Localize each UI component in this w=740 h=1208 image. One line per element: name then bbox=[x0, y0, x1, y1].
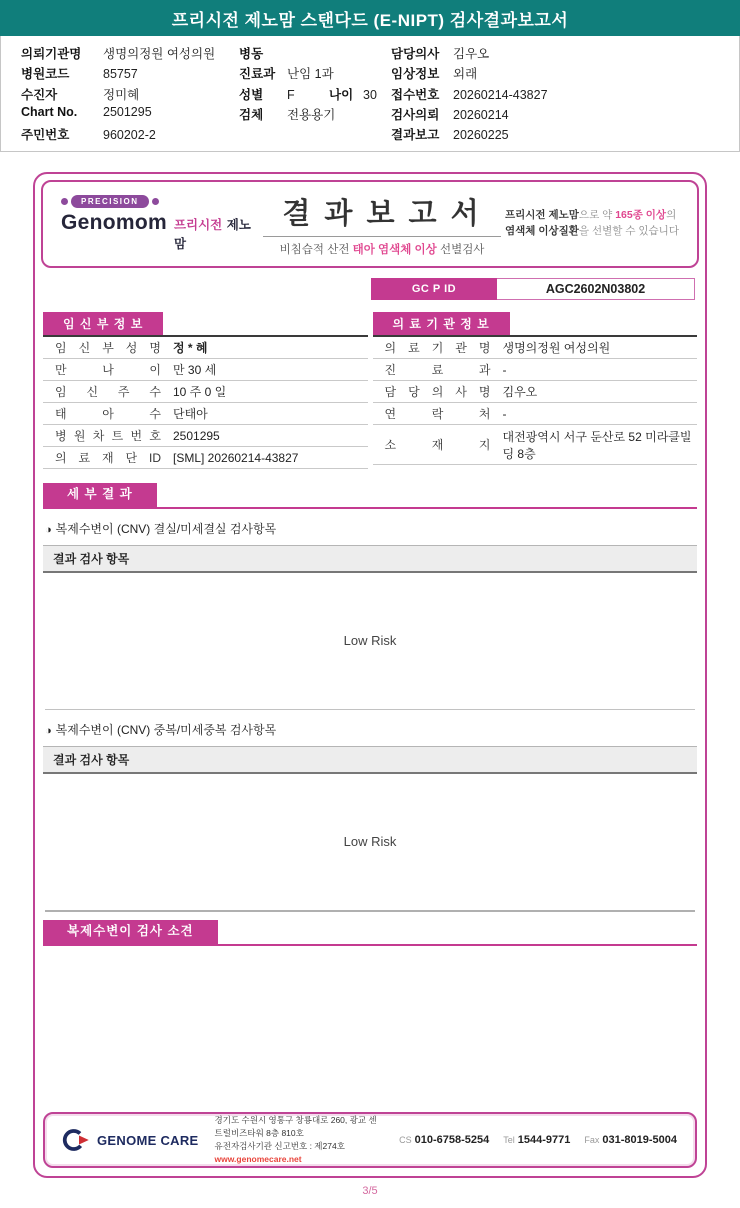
cnv-duplication-heading: ◑ 복제수변이 (CNV) 중복/미세중복 검사항목 bbox=[45, 722, 277, 737]
mother-table-title: 임 신 부 정 보 bbox=[43, 312, 163, 335]
cnv-deletion-heading: ◑ 복제수변이 (CNV) 결실/미세결실 검사항목 bbox=[45, 521, 277, 536]
info-row: 임상정보 외래 bbox=[391, 67, 478, 82]
clinic-info-table bbox=[373, 312, 698, 469]
table-row: 임 신 주 수 10 주 0 일 bbox=[43, 381, 368, 403]
request-info-col3 bbox=[391, 44, 739, 145]
info-row: 병동 bbox=[239, 47, 264, 61]
half-circle-bullet-icon: ◑ bbox=[45, 724, 52, 737]
precision-badge-label: PRECISION bbox=[71, 195, 149, 208]
result-test-items-header: 결과 검사 항목 bbox=[43, 545, 697, 573]
info-row: 병원코드 85757 bbox=[21, 67, 138, 82]
result-test-items-header: 결과 검사 항목 bbox=[43, 746, 697, 774]
section-divider bbox=[45, 709, 695, 710]
page-number: 3/5 bbox=[362, 1185, 378, 1197]
cnv-duplication-result bbox=[35, 774, 705, 910]
risk-status-text: Low Risk bbox=[343, 834, 397, 850]
report-sheet bbox=[33, 172, 707, 1178]
table-row: 만 나 이 만 30 세 bbox=[43, 359, 368, 381]
table-row: 의 료 기 관 명 생명의정원 여성의원 bbox=[373, 337, 698, 359]
info-row: 담당의사 김우오 bbox=[391, 47, 490, 61]
detail-results-title: 세 부 결 과 bbox=[43, 483, 697, 509]
cnv-findings-title: 복제수변이 검사 소견 bbox=[43, 920, 697, 946]
info-row: 검체 전용용기 bbox=[239, 107, 336, 122]
brand-korean-pink: 프리시전 bbox=[173, 218, 223, 232]
brand-name: Genomom bbox=[61, 211, 167, 234]
table-row: 진 료 과 - bbox=[373, 359, 698, 381]
footer-contacts: CS 010-6758-5254 Tel 1544-9771 Fax 031-8019-5004 bbox=[399, 1134, 677, 1146]
table-row: 담 당 의 사 명 김우오 bbox=[373, 381, 698, 403]
table-row: 병 원 차 트 번 호 2501295 bbox=[43, 425, 368, 447]
top-banner bbox=[0, 0, 740, 36]
table-row: 소 재 지 대전광역시 서구 둔산로 52 미라클빌딩 8층 bbox=[373, 425, 698, 465]
request-info-col2 bbox=[239, 44, 391, 145]
gc-p-id-label: GC P ID bbox=[371, 278, 497, 300]
report-tagline: 프리시전 제노맘으로 약 165종 이상의 염색체 이상질환을 선별할 수 있습니다 bbox=[505, 209, 679, 237]
info-row: 의뢰기관명 생명의정원 여성의원 bbox=[21, 47, 216, 61]
badge-dot-icon bbox=[152, 198, 159, 205]
mother-info-table bbox=[43, 312, 368, 469]
footer-box bbox=[43, 1112, 697, 1168]
table-row: 임 신 부 성 명 정 * 혜 bbox=[43, 337, 368, 359]
sheet-header-box bbox=[41, 180, 699, 268]
info-row: 진료과 난임 1과 bbox=[239, 67, 334, 82]
brand-korean-dark: 제노맘 bbox=[173, 218, 251, 251]
banner-title: 프리시전 제노맘 스탠다드 (E-NIPT) 검사결과보고서 bbox=[171, 10, 569, 30]
table-row: 의 료 재 단 ID [SML] 20260214-43827 bbox=[43, 447, 368, 469]
genome-care-logo bbox=[61, 1125, 199, 1155]
genome-care-mark-icon bbox=[61, 1125, 91, 1155]
section-divider bbox=[45, 910, 695, 912]
gc-p-id-value: AGC2602N03802 bbox=[497, 278, 695, 300]
info-row: 검사의뢰 20260214 bbox=[391, 107, 509, 122]
genomom-logo bbox=[61, 195, 259, 253]
badge-dot-icon bbox=[61, 198, 68, 205]
info-row-empty bbox=[239, 125, 391, 145]
info-row-sex-age: 성별 F 나이 30 bbox=[239, 87, 377, 102]
table-row: 태 아 수 단태아 bbox=[43, 403, 368, 425]
report-subtitle: 비침습적 산전 태아 염색체 이상 선별검사 bbox=[279, 244, 485, 256]
request-info-col1 bbox=[21, 44, 239, 145]
precision-badge bbox=[61, 195, 259, 208]
info-row: 수진자 정미혜 bbox=[21, 87, 140, 102]
table-row: 연 락 처 - bbox=[373, 403, 698, 425]
gc-p-id-bar bbox=[371, 278, 695, 300]
clinic-table-title: 의 료 기 관 정 보 bbox=[373, 312, 510, 335]
report-title-block bbox=[259, 191, 505, 257]
footer-address: 경기도 수원시 영통구 창룡대로 260, 광교 센트럴비즈타워 8층 810호 유전자검사기관 신고번호 : 제274호 www.genomecare.net bbox=[215, 1114, 384, 1167]
risk-status-text: Low Risk bbox=[343, 633, 397, 649]
report-title: 결 과 보 고 서 bbox=[282, 198, 482, 230]
request-info-panel bbox=[0, 36, 740, 152]
website-link[interactable]: www.genomecare.net bbox=[214, 1154, 302, 1165]
info-row: 접수번호 20260214-43827 bbox=[391, 87, 548, 102]
info-row: 주민번호 960202-2 bbox=[21, 128, 156, 142]
info-row: 결과보고 20260225 bbox=[391, 128, 509, 142]
info-row: Chart No. 2501295 bbox=[21, 104, 152, 119]
cnv-deletion-result bbox=[35, 573, 705, 709]
title-divider bbox=[263, 236, 501, 237]
genome-care-name: GENOME CARE bbox=[97, 1132, 199, 1148]
half-circle-bullet-icon: ◑ bbox=[45, 523, 52, 536]
